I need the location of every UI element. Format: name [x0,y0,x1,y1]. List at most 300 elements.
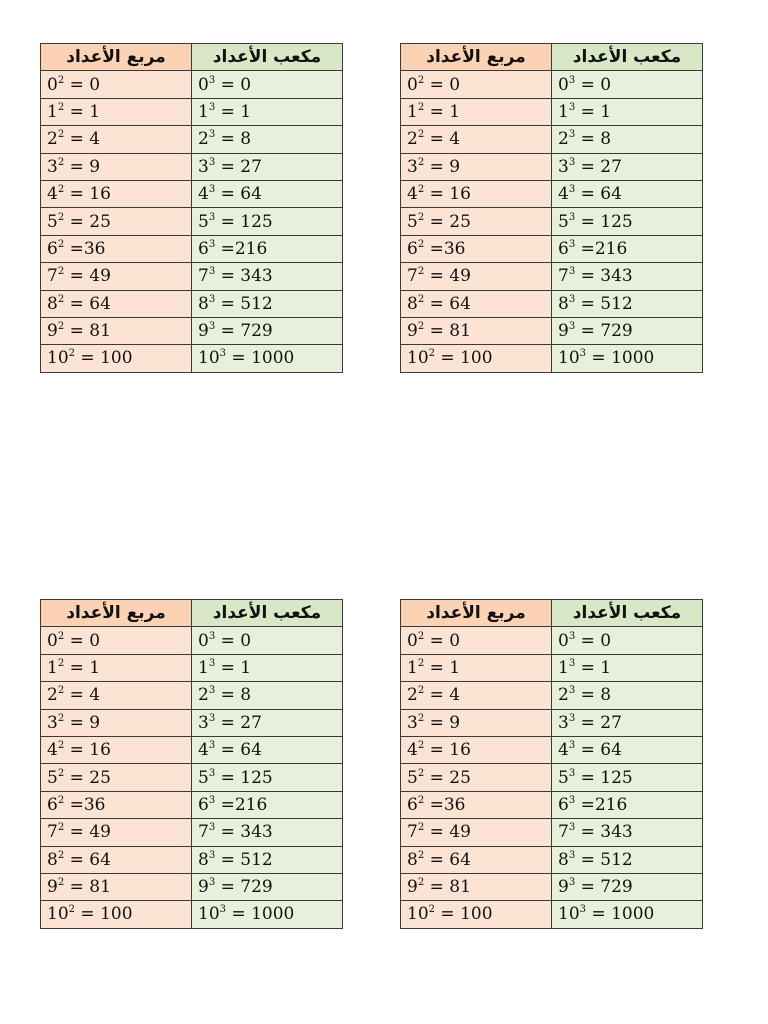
exponent: 3 [568,266,576,278]
exponent: 2 [417,630,425,642]
base-number: 10 [407,348,429,369]
result-text: = 64 [64,849,111,870]
square-cell [401,126,552,153]
square-cell [41,709,192,736]
exponent: 2 [57,740,65,752]
result-text: = 1000 [586,348,655,369]
cube-cell [192,682,343,709]
result-text: =216 [575,238,628,259]
base-number: 3 [47,712,58,733]
base-number: 3 [198,712,209,733]
exponent: 3 [568,101,576,113]
exponent: 2 [417,877,425,889]
result-text: = 4 [64,685,101,706]
exponent: 2 [417,293,425,305]
table-row [401,627,703,654]
exponent: 3 [208,184,216,196]
square-cell [41,71,192,98]
result-text: = 9 [64,712,101,733]
cube-cell [192,345,343,372]
cube-cell [552,345,703,372]
result-text: = 25 [424,767,471,788]
exponent: 2 [57,211,65,223]
base-number: 7 [198,266,209,287]
powers-table-top-right [400,43,703,373]
table-row [41,791,343,818]
exponent: 3 [208,657,216,669]
result-text: = 512 [575,849,633,870]
exponent: 3 [208,293,216,305]
result-text: = 81 [424,877,471,898]
table-row [401,819,703,846]
base-number: 8 [198,293,209,314]
base-number: 0 [47,74,58,95]
cube-cell [192,791,343,818]
square-cell [41,764,192,791]
base-number: 9 [558,877,569,898]
result-text: =216 [215,794,268,815]
result-text: = 27 [215,156,262,177]
exponent: 2 [57,712,65,724]
table-row [41,317,343,344]
powers-table-bottom-left [40,599,343,929]
cube-cell [192,290,343,317]
exponent: 3 [208,156,216,168]
table-row [401,682,703,709]
result-text: = 27 [215,712,262,733]
base-number: 8 [198,849,209,870]
base-number: 8 [558,849,569,870]
table-row [401,846,703,873]
table-row [401,71,703,98]
base-number: 4 [407,184,418,205]
exponent: 3 [219,348,227,360]
exponent: 3 [568,657,576,669]
table-row [401,290,703,317]
result-text: = 1 [575,101,612,122]
exponent: 3 [568,712,576,724]
base-number: 1 [198,657,209,678]
result-text: = 81 [64,877,111,898]
result-text: = 81 [424,321,471,342]
table-row [41,208,343,235]
square-cell [401,901,552,928]
base-number: 10 [407,904,429,925]
exponent: 3 [568,767,576,779]
table-row [401,345,703,372]
cube-cell [552,736,703,763]
square-cell [41,208,192,235]
base-number: 0 [47,630,58,651]
result-text: =216 [575,794,628,815]
exponent: 3 [568,238,576,250]
cube-cell [192,764,343,791]
table-row [41,819,343,846]
result-text: = 1000 [586,904,655,925]
square-header: مربع الأعداد [401,44,552,71]
result-text: = 512 [575,293,633,314]
square-header: مربع الأعداد [41,44,192,71]
result-text: = 27 [575,712,622,733]
result-text: = 25 [64,767,111,788]
base-number: 3 [407,156,418,177]
result-text: = 64 [575,740,622,761]
powers-table-top-left [40,43,343,373]
result-text: = 64 [424,849,471,870]
table-row [41,180,343,207]
exponent: 3 [208,211,216,223]
exponent: 2 [57,794,65,806]
square-cell [401,709,552,736]
base-number: 3 [47,156,58,177]
exponent: 3 [568,822,576,834]
cube-cell [192,627,343,654]
base-number: 6 [47,794,58,815]
base-number: 9 [558,321,569,342]
square-cell [401,846,552,873]
base-number: 6 [198,794,209,815]
square-cell [41,345,192,372]
square-cell [401,682,552,709]
exponent: 3 [568,321,576,333]
result-text: =36 [64,794,106,815]
base-number: 2 [47,129,58,150]
square-cell [41,654,192,681]
result-text: = 1000 [226,904,295,925]
exponent: 2 [417,712,425,724]
result-text: = 343 [575,266,633,287]
exponent: 3 [208,794,216,806]
square-cell [41,736,192,763]
square-cell [41,153,192,180]
table-row [41,126,343,153]
cube-cell [552,791,703,818]
base-number: 4 [558,184,569,205]
base-number: 5 [47,767,58,788]
square-cell [41,682,192,709]
cube-cell [192,153,343,180]
exponent: 2 [417,74,425,86]
base-number: 4 [198,184,209,205]
cube-cell [192,819,343,846]
square-cell [401,627,552,654]
base-number: 1 [47,657,58,678]
square-cell [401,153,552,180]
base-number: 9 [198,321,209,342]
exponent: 2 [417,849,425,861]
base-number: 3 [198,156,209,177]
cube-cell [552,654,703,681]
base-number: 0 [558,74,569,95]
square-cell [401,736,552,763]
cube-header: مكعب الأعداد [552,44,703,71]
cube-cell [552,180,703,207]
result-text: = 0 [215,74,252,95]
exponent: 2 [417,740,425,752]
base-number: 1 [407,101,418,122]
table-row [401,208,703,235]
cube-cell [192,736,343,763]
result-text: =36 [424,794,466,815]
result-text: = 729 [575,877,633,898]
table-row [401,98,703,125]
result-text: = 0 [424,74,461,95]
cube-cell [552,290,703,317]
exponent: 3 [568,156,576,168]
result-text: =36 [424,238,466,259]
result-text: = 8 [215,129,252,150]
base-number: 0 [407,74,418,95]
exponent: 2 [57,657,65,669]
exponent: 2 [57,685,65,697]
table-row [41,71,343,98]
powers-table-bottom-right [400,599,703,929]
result-text: = 1000 [226,348,295,369]
result-text: = 16 [64,740,111,761]
base-number: 5 [198,211,209,232]
base-number: 7 [198,822,209,843]
base-number: 5 [47,211,58,232]
base-number: 9 [47,321,58,342]
table-row [401,791,703,818]
table-row [41,345,343,372]
exponent: 2 [417,794,425,806]
square-cell [41,98,192,125]
result-text: = 125 [215,211,273,232]
cube-cell [552,71,703,98]
base-number: 6 [558,794,569,815]
table-row [401,764,703,791]
result-text: = 343 [215,822,273,843]
square-cell [401,764,552,791]
exponent: 2 [417,685,425,697]
exponent: 2 [57,877,65,889]
base-number: 4 [198,740,209,761]
cube-cell [552,208,703,235]
cube-cell [192,317,343,344]
square-header: مربع الأعداد [41,600,192,627]
base-number: 7 [558,266,569,287]
cube-cell [552,901,703,928]
base-number: 4 [47,740,58,761]
result-text: = 729 [215,877,273,898]
result-text: = 1 [64,101,101,122]
square-cell [41,627,192,654]
result-text: = 729 [575,321,633,342]
result-text: = 49 [424,266,471,287]
cube-cell [192,208,343,235]
table-row [41,709,343,736]
table-row [41,736,343,763]
exponent: 2 [417,156,425,168]
base-number: 9 [407,321,418,342]
result-text: = 16 [64,184,111,205]
table-row [401,736,703,763]
result-text: = 25 [64,211,111,232]
square-cell [41,263,192,290]
base-number: 4 [407,740,418,761]
result-text: = 1 [215,657,252,678]
exponent: 2 [417,657,425,669]
exponent: 3 [208,630,216,642]
exponent: 3 [568,129,576,141]
exponent: 2 [428,348,436,360]
cube-cell [552,819,703,846]
exponent: 3 [579,904,587,916]
base-number: 5 [198,767,209,788]
result-text: = 81 [64,321,111,342]
base-number: 1 [558,657,569,678]
result-text: = 9 [424,712,461,733]
exponent: 2 [57,767,65,779]
base-number: 3 [558,712,569,733]
base-number: 10 [47,904,69,925]
result-text: = 125 [575,767,633,788]
result-text: = 9 [64,156,101,177]
exponent: 3 [579,348,587,360]
base-number: 8 [558,293,569,314]
base-number: 8 [407,293,418,314]
exponent: 3 [568,184,576,196]
result-text: = 0 [575,630,612,651]
base-number: 4 [47,184,58,205]
result-text: = 125 [215,767,273,788]
table-row [401,263,703,290]
result-text: = 1 [64,657,101,678]
exponent: 3 [568,685,576,697]
square-cell [41,290,192,317]
result-text: = 8 [575,129,612,150]
cube-cell [192,873,343,900]
table-row [401,317,703,344]
base-number: 7 [558,822,569,843]
square-cell [41,180,192,207]
exponent: 2 [57,822,65,834]
exponent: 2 [417,238,425,250]
base-number: 5 [407,211,418,232]
exponent: 3 [208,238,216,250]
base-number: 10 [198,904,220,925]
table-row [401,235,703,262]
exponent: 3 [568,211,576,223]
result-text: = 0 [64,630,101,651]
exponent: 3 [568,630,576,642]
base-number: 1 [47,101,58,122]
base-number: 6 [558,238,569,259]
table-row [41,290,343,317]
result-text: = 49 [64,822,111,843]
square-cell [401,317,552,344]
cube-cell [552,709,703,736]
exponent: 3 [208,129,216,141]
exponent: 3 [208,321,216,333]
result-text: = 64 [215,184,262,205]
exponent: 2 [417,184,425,196]
base-number: 2 [198,685,209,706]
table-body [41,71,343,372]
square-cell [401,235,552,262]
result-text: = 100 [435,348,493,369]
cube-cell [192,180,343,207]
table-row [401,180,703,207]
square-cell [401,208,552,235]
result-text: = 0 [215,630,252,651]
result-text: = 4 [424,129,461,150]
table-row [401,153,703,180]
table-row [41,153,343,180]
result-text: = 4 [424,685,461,706]
table-row [41,764,343,791]
base-number: 2 [198,129,209,150]
cube-cell [192,71,343,98]
exponent: 2 [57,630,65,642]
base-number: 1 [558,101,569,122]
square-cell [41,819,192,846]
cube-cell [192,846,343,873]
exponent: 3 [568,293,576,305]
exponent: 3 [568,849,576,861]
cube-cell [552,263,703,290]
result-text: = 25 [424,211,471,232]
table-row [41,235,343,262]
cube-cell [192,98,343,125]
result-text: = 8 [575,685,612,706]
exponent: 2 [57,266,65,278]
result-text: = 9 [424,156,461,177]
result-text: = 1 [575,657,612,678]
base-number: 3 [558,156,569,177]
base-number: 9 [47,877,58,898]
cube-header: مكعب الأعداد [552,600,703,627]
table-row [401,126,703,153]
square-cell [41,235,192,262]
cube-cell [552,235,703,262]
base-number: 2 [407,685,418,706]
base-number: 10 [558,348,580,369]
result-text: = 343 [215,266,273,287]
result-text: = 0 [575,74,612,95]
cube-cell [552,764,703,791]
table-row [401,873,703,900]
cube-cell [192,235,343,262]
exponent: 2 [68,904,76,916]
exponent: 2 [57,321,65,333]
exponent: 2 [417,822,425,834]
exponent: 3 [568,740,576,752]
base-number: 10 [198,348,220,369]
base-number: 6 [407,238,418,259]
exponent: 2 [57,849,65,861]
square-cell [41,791,192,818]
exponent: 2 [68,348,76,360]
result-text: = 100 [75,904,133,925]
result-text: = 27 [575,156,622,177]
exponent: 2 [417,211,425,223]
base-number: 2 [558,685,569,706]
base-number: 0 [198,630,209,651]
base-number: 8 [47,849,58,870]
square-cell [41,846,192,873]
result-text: =36 [64,238,106,259]
exponent: 3 [568,794,576,806]
cube-cell [192,709,343,736]
cube-cell [552,98,703,125]
base-number: 7 [407,822,418,843]
square-cell [41,901,192,928]
exponent: 2 [417,266,425,278]
result-text: = 100 [435,904,493,925]
result-text: = 64 [575,184,622,205]
